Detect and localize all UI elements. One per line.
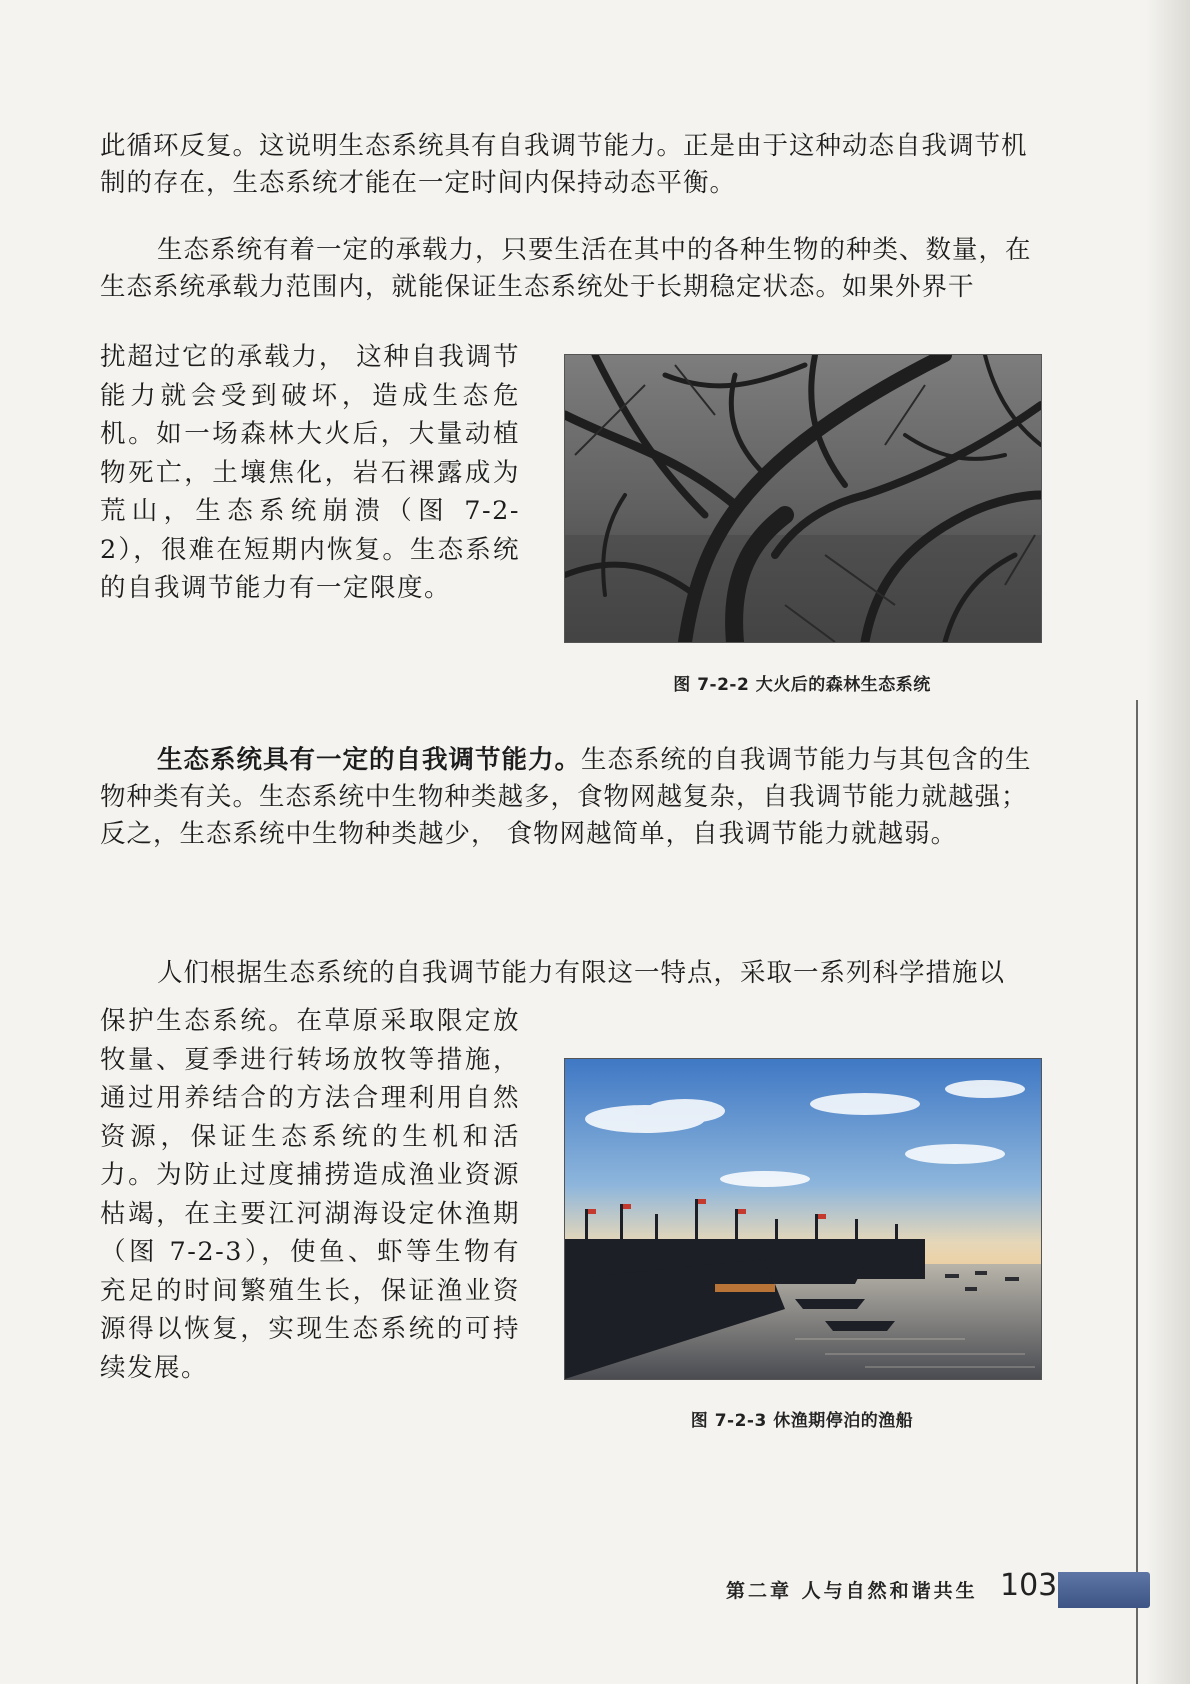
paragraph-3-rest: 生态系统的自我调节能力与其包含的生物种类有关。生态系统中生物种类越多，食物网越复杂，自我调节能力就越强；反之，生态系统中生物种类越少， 食物网越简单，自我调节能力就越弱。 [100,745,1032,849]
burned-forest-illustration [565,355,1041,642]
page-edge-shadow [1146,0,1190,1684]
spine-line [1136,700,1138,1684]
paragraph-1: 此循环反复。这说明生态系统具有自我调节能力。正是由于这种动态自我调节机制的存在，生态系统才能在一定时间内保持动态平衡。 [100,131,1028,198]
figure-caption-7-2-2: 图 7-2-2 大火后的森林生态系统 [673,675,931,695]
page-number: 103 [1000,1568,1058,1603]
key-statement: 生态系统具有一定的自我调节能力。 [157,745,582,775]
paragraph-4: 人们根据生态系统的自我调节能力有限这一特点，采取一系列科学措施以 [157,958,1006,988]
burned-forest-photo [564,354,1042,643]
page-tab [1058,1572,1150,1608]
chapter-title: 第二章 人与自然和谐共生 [726,1580,978,1602]
figure-caption-7-2-3: 图 7-2-3 休渔期停泊的渔船 [690,1411,914,1431]
paragraph-2: 生态系统有着一定的承载力，只要生活在其中的各种生物的种类、数量，在生态系统承载力范围内，就能保证生态系统处于长期稳定状态。如果外界干 [100,235,1032,302]
paragraph-3 [100,742,1045,853]
paragraph-2-continued: 扰超过它的承载力， 这种自我调节能力就会受到破坏，造成生态危机。如一场森林大火后，大量动植物死亡，土壤焦化，岩石裸露成为荒山，生态系统崩溃（图 7-2-2），很难在短期内恢复。生态系统的自我调节能力有一定限度。 [100,342,520,603]
fishing-boats-photo [564,1058,1042,1380]
paragraph-4-continued: 保护生态系统。在草原采取限定放牧量、夏季进行转场放牧等措施，通过用养结合的方法合理利用自然资源，保证生态系统的生机和活力。为防止过度捕捞造成渔业资源枯竭，在主要江河湖海设定休渔期（图 7-2-3），使鱼、虾等生物有充足的时间繁殖生长，保证渔业资源得以恢复，实现生态系统的可持续发展。 [100,1006,520,1383]
harbor-illustration [565,1059,1041,1379]
